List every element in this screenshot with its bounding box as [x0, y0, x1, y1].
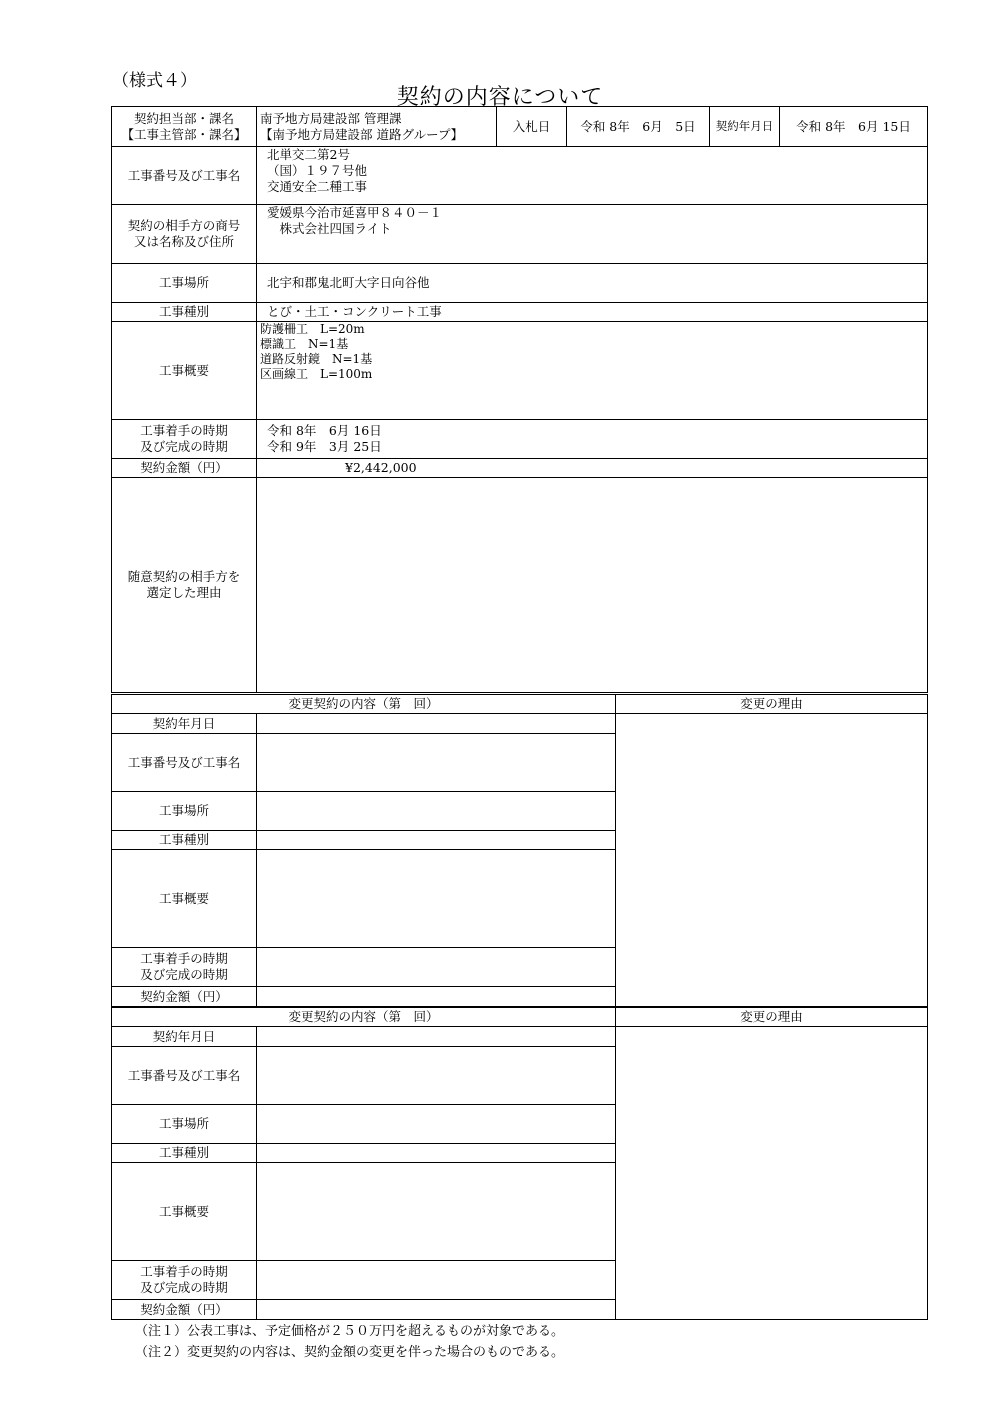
contract-table	[111, 106, 928, 693]
type-row	[112, 303, 928, 322]
change-summary-label: 工事概要	[112, 850, 257, 948]
change-date-value	[257, 714, 616, 734]
change-header: 変更契約の内容（第 回）	[112, 695, 616, 714]
change-summary-label: 工事概要	[112, 1163, 257, 1261]
location-label: 工事場所	[112, 264, 257, 303]
change-type-label: 工事種別	[112, 831, 257, 850]
change-period-value	[257, 1261, 616, 1300]
summary-row	[112, 322, 928, 420]
bid-date-label: 入札日	[497, 107, 567, 147]
summary-value: 防護柵工 L=20m 標識工 N=1基 道路反射鏡 N=1基 区画線工 L=100m	[257, 322, 928, 420]
change-location-value	[257, 792, 616, 831]
party-row	[112, 205, 928, 264]
page-title: 契約の内容について	[396, 85, 604, 110]
reason-row	[112, 478, 928, 693]
change-work-no-label: 工事番号及び工事名	[112, 1047, 257, 1105]
notes	[135, 1321, 564, 1363]
type-value: とび・土工・コンクリート工事	[257, 303, 928, 322]
contract-date-label: 契約年月日	[710, 107, 780, 147]
bid-date-value: 令和 8年 6月 5日	[567, 107, 710, 147]
work-no-label: 工事番号及び工事名	[112, 147, 257, 205]
change-summary-value	[257, 1163, 616, 1261]
change-date-value	[257, 1027, 616, 1047]
location-row	[112, 264, 928, 303]
change-reason-value	[616, 1027, 928, 1320]
form-id: （様式４）	[112, 71, 197, 91]
change-header: 変更契約の内容（第 回）	[112, 1008, 616, 1027]
reason-label: 随意契約の相手方を 選定した理由	[112, 478, 257, 693]
note-1: （注１）公表工事は、予定価格が２５０万円を超えるものが対象である。	[135, 1324, 565, 1339]
period-row	[112, 420, 928, 459]
change-amount-value	[257, 1300, 616, 1320]
amount-value: ¥2,442,000	[257, 459, 928, 478]
change-amount-value	[257, 987, 616, 1007]
change-date-label: 契約年月日	[112, 1027, 257, 1047]
change-location-value	[257, 1105, 616, 1144]
change-reason-header: 変更の理由	[616, 695, 928, 714]
change-table-2	[111, 1007, 928, 1320]
change-amount-label: 契約金額（円）	[112, 1300, 257, 1320]
work-no-value: 北単交二第2号 （国）１９７号他 交通安全二種工事	[257, 147, 928, 205]
change-period-label: 工事着手の時期 及び完成の時期	[112, 948, 257, 987]
dept-row	[112, 107, 928, 147]
dept-value: 南予地方局建設部 管理課 【南予地方局建設部 道路グループ】	[257, 107, 497, 147]
change-work-no-label: 工事番号及び工事名	[112, 734, 257, 792]
amount-row	[112, 459, 928, 478]
dept-label: 契約担当部・課名 【工事主管部・課名】	[112, 107, 257, 147]
change-work-no-value	[257, 1047, 616, 1105]
change-location-label: 工事場所	[112, 792, 257, 831]
location-value: 北宇和郡鬼北町大字日向谷他	[257, 264, 928, 303]
change-summary-value	[257, 850, 616, 948]
change-period-label: 工事着手の時期 及び完成の時期	[112, 1261, 257, 1300]
note-2: （注２）変更契約の内容は、契約金額の変更を伴った場合のものである。	[135, 1345, 565, 1360]
period-label: 工事着手の時期 及び完成の時期	[112, 420, 257, 459]
amount-label: 契約金額（円）	[112, 459, 257, 478]
change-reason-value	[616, 714, 928, 1007]
change-type-value	[257, 831, 616, 850]
change-work-no-value	[257, 734, 616, 792]
change-amount-label: 契約金額（円）	[112, 987, 257, 1007]
party-value: 愛媛県今治市延喜甲８４０－１ 株式会社四国ライト	[257, 205, 928, 264]
change-location-label: 工事場所	[112, 1105, 257, 1144]
contract-date-value: 令和 8年 6月 15日	[780, 107, 928, 147]
change-type-label: 工事種別	[112, 1144, 257, 1163]
party-label: 契約の相手方の商号 又は名称及び住所	[112, 205, 257, 264]
period-value: 令和 8年 6月 16日 令和 9年 3月 25日	[257, 420, 928, 459]
change-table-1	[111, 694, 928, 1007]
reason-value	[257, 478, 928, 693]
change-period-value	[257, 948, 616, 987]
work-no-row	[112, 147, 928, 205]
change-reason-header: 変更の理由	[616, 1008, 928, 1027]
change-date-label: 契約年月日	[112, 714, 257, 734]
change-type-value	[257, 1144, 616, 1163]
type-label: 工事種別	[112, 303, 257, 322]
summary-label: 工事概要	[112, 322, 257, 420]
